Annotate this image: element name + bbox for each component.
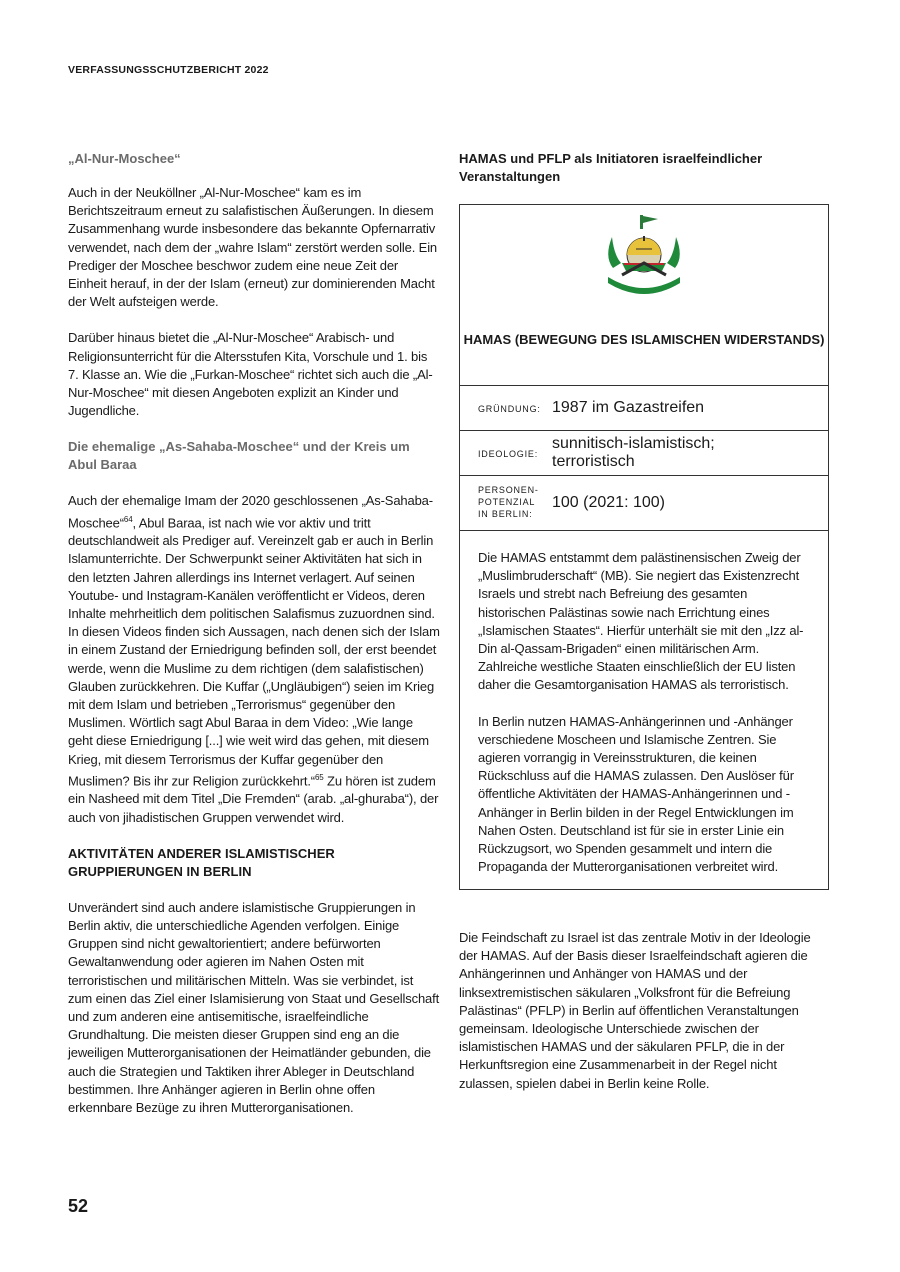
- info-row-potenzial: [460, 475, 828, 530]
- page-number: 52: [68, 1196, 89, 1216]
- info-row-ideologie: [460, 430, 828, 475]
- section-heading-other-groups: AKTIVITÄTEN ANDERER ISLAMISTISCHER GRUPPIERUNGEN IN BERLIN: [68, 845, 335, 879]
- label-ideologie: IDEOLOGIE:: [478, 449, 539, 459]
- paragraph-other-groups: Unverändert sind auch andere islamistische Gruppierungen in Berlin aktiv, die unterschiedliche Agenden verfolgen. Einige Gruppen sind nicht gewaltorientiert; andere befürworten Gewaltanwendung oder agieren im Nahen Osten mit terroristischen und militärischen Mitteln. Was sie verbindet, ist zum einen das Ziel einer Islamisierung von Staat und Gesellschaft und zum anderen eine antisemitische, israelfeindliche Grundhaltung. Die meisten dieser Gruppen sind eng an die jeweiligen Mutterorganisationen der Heimatländer gebunden, die auch die Strategien und Taktiken ihrer Ableger in Deutschland bestimmen. Ihre Anhänger agieren in Berlin ohne offen erkennbare Bezüge zu ihren Mutterorganisationen.: [68, 899, 440, 1115]
- label-potenzial: PERSONEN-POTENZIAL IN BERLIN:: [478, 485, 539, 519]
- label-gruendung: GRÜNDUNG:: [478, 404, 541, 414]
- footnote-marker-65: 65: [314, 772, 324, 782]
- footnote-marker-64: 64: [123, 514, 133, 524]
- hamas-info-box: [459, 204, 829, 890]
- value-gruendung: 1987 im Gazastreifen: [552, 399, 705, 416]
- section-heading-hamas-pflp: HAMAS und PFLP als Initiatoren israelfeindlicher Veranstaltungen: [459, 151, 763, 184]
- left-column: [68, 150, 440, 1117]
- paragraph-as-sahaba: [68, 492, 440, 826]
- paragraph-as-sahaba-part-a: Auch der ehemalige Imam der 2020 geschlossenen „As-Sahaba-Moschee“: [68, 493, 433, 530]
- subheading-al-nur: „Al-Nur-Moschee“: [68, 151, 181, 166]
- value-ideologie: sunnitisch-islamistisch; terroristisch: [552, 435, 715, 470]
- hamas-emblem-icon: [596, 213, 692, 305]
- paragraph-as-sahaba-part-c: Zu hören ist zudem ein Nasheed mit dem Titel „Die Fremden“ (arab. „al-ghuraba“), der auch von jihadistischen Gruppen verwendet wird.: [68, 773, 439, 825]
- box-divider: [460, 530, 828, 531]
- subheading-as-sahaba: Die ehemalige „As-Sahaba-Moschee“ und der Kreis um Abul Baraa: [68, 439, 410, 473]
- value-potenzial: 100 (2021: 100): [552, 494, 665, 511]
- paragraph-as-sahaba-part-b: , Abul Baraa, ist nach wie vor aktiv und tritt deutschlandweit als Prediger auf. Vereinzelt gab er auch in Berlin Islamunterrichte. Der Schwerpunkt seiner Aktivitäten hat sich in den letzten Jahren allerdings ins Internet verlagert. Auf seinen Youtube- und Instagram-Kanälen veröffentlicht er Videos, deren Inhalte mehrheitlich dem politischen Salafismus zuzuordnen sind. In diesen Videos finden sich Aussagen, nach denen sich der Islam in einem Zustand der Erniedrigung befinden soll, der erst beendet werde, wenn die Muslime zu dem richtigen (dem salafistischen) Glauben zurückkehren. Die Kuffar („Ungläubigen“) seien im Krieg mit dem Islam und betrieben „Terrorismus“ gegenüber den Muslimen. Wörtlich sagt Abul Baraa in dem Video: „Wie lange geht diese Erniedrigung [...] wie weit wird das gehen, mit diesem Krieg, mit diesem Terrorismus der Kuffar gegenüber den Muslimen? Bis ihr zur Religion zurückkehrt.“: [68, 514, 440, 789]
- right-column-lower: [459, 929, 831, 1093]
- box-paragraph-berlin: In Berlin nutzen HAMAS-Anhängerinnen und -Anhänger verschiedene Moscheen und Islamische Zentren. Sie agieren vorrangig in Vereinsstrukturen, die keinen Rückschluss auf die HAMAS zulassen. Den Auslöser für öffentliche Aktivitäten der HAMAS-Anhängerinnen und -Anhänger in Berlin bilden in der Regel Entwicklungen im Nahen Osten. Deutschland ist für sie in erster Linie ein Rückzugsort, wo Spenden gesammelt und intern die Propaganda der Mutterorganisationen verbreitet wird.: [478, 713, 794, 875]
- hamas-emblem-logo: [460, 213, 828, 305]
- box-title: HAMAS (BEWEGUNG DES ISLAMISCHEN WIDERSTANDS): [463, 332, 825, 347]
- paragraph-hamas-pflp: Die Feindschaft zu Israel ist das zentrale Motiv in der Ideologie der HAMAS. Auf der Basis dieser Israelfeindschaft agieren die Anhängerinnen und Anhänger von HAMAS und der linksextremistischen säkularen „Volksfront für die Befreiung Palästinas“ (PFLP) in Berlin auf öffentlichen Veranstaltungen gemeinsam. Ideologische Unterschiede zwischen der islamistischen HAMAS und der säkularen PFLP, die in der Herkunftsregion eine Zusammenarbeit in der Regel nicht zulassen, spielen dabei in Berlin keine Rolle.: [459, 930, 811, 1091]
- paragraph-al-nur-2: Darüber hinaus bietet die „Al-Nur-Moschee“ Arabisch- und Religionsunterricht für die Altersstufen Kita, Vorschule und 1. bis 7. Klasse an. Wie die „Furkan-Moschee“ richtet sich auch die „Al-Nur-Moschee“ mit diesen Angeboten explizit an Kinder und Jugendliche.: [68, 330, 433, 419]
- box-text: [478, 549, 814, 876]
- info-row-gruendung: [460, 385, 828, 430]
- report-header: VERFASSUNGSSCHUTZBERICHT 2022: [68, 64, 269, 76]
- right-column: [459, 150, 831, 186]
- paragraph-al-nur-1: Auch in der Neuköllner „Al-Nur-Moschee“ kam es im Berichtszeitraum erneut zu salafistischen Äußerungen. In diesem Zusammenhang wurde insbesondere das bekannte Opfernarrativ verwendet, nach dem der „wahre Islam“ zerstört werden solle. Ein Prediger der Moschee beschwor zudem eine neue Zeit der Einheit herauf, in der der Islam (erneut) zur dominierenden Macht der Welt aufsteigen werde.: [68, 185, 438, 310]
- box-paragraph-origin: Die HAMAS entstammt dem palästinensischen Zweig der „Muslimbruderschaft“ (MB). Sie negiert das Existenzrecht Israels und strebt nach Befreiung des gesamten historischen Palästinas sowie nach Errichtung eines „Islamischen Staates“. Hierfür unterhält sie mit den „Izz al-Din al-Qassam-Brigaden“ einen militärischen Arm. Zahlreiche westliche Staaten einschließlich der EU listen daher die Gesamtorganisation HAMAS als terroristisch.: [478, 550, 804, 693]
